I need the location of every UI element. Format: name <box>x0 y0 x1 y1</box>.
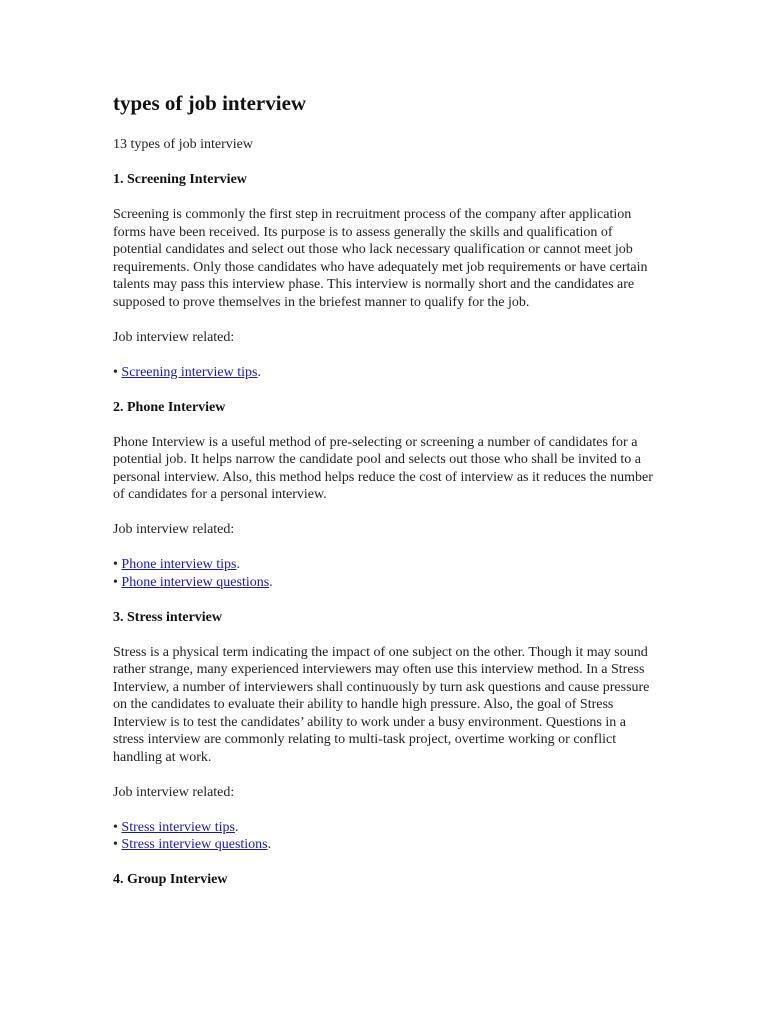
related-link-item <box>113 819 658 837</box>
bullet: • <box>113 557 118 572</box>
related-links <box>113 556 658 591</box>
link-suffix: . <box>267 837 272 852</box>
related-links <box>113 819 658 854</box>
document-page <box>113 88 658 906</box>
bullet: • <box>113 819 118 835</box>
bullet: • <box>113 574 118 590</box>
section-heading: 3. Stress interview <box>113 609 222 625</box>
section-heading: 2. Phone Interview <box>113 399 226 415</box>
section-body: Screening is commonly the first step in recruitment process of the company after application forms have been received. Its purpose is to assess generally the skills and qualification of potential candidates and select out those who lack necessary qualification or cannot meet job requirements. Only those candidates who have adequately met job requirements or have certain talents may pass this interview phase. This interview is normally short and the candidates are supposed to prove themselves in the briefest manner to qualify for the job. <box>113 207 648 310</box>
related-links <box>113 364 658 382</box>
related-link-item <box>113 556 658 574</box>
bullet: • <box>113 837 118 852</box>
link-suffix: . <box>234 819 239 835</box>
section-heading: 1. Screening Interview <box>113 172 247 187</box>
intro-text: 13 types of job interview <box>113 137 253 152</box>
bullet: • <box>113 364 118 380</box>
phone-interview-tips-link[interactable]: Phone interview tips <box>121 557 237 572</box>
related-label: Job interview related: <box>113 522 235 537</box>
related-label: Job interview related: <box>113 329 235 345</box>
section-body: Stress is a physical term indicating the impact of one subject on the other. Though it may sound rather strange, many experienced interviewers may often use this interview method. In a Stress Interview, a number of interviewers shall continuously by turn ask questions and cause pressure on the candidates to evaluate their ability to handle high pressure. Also, the goal of Stress Interview is to test the candidates’ ability to work under a busy environment. Questions in a stress interview are commonly relating to multi-task project, overtime working or conflict handling at work. <box>113 644 650 765</box>
page-title: types of job interview <box>113 91 307 115</box>
related-link-item <box>113 574 658 592</box>
stress-interview-questions-link[interactable]: Stress interview questions <box>121 837 268 852</box>
section-heading: 4. Group Interview <box>113 872 228 887</box>
link-suffix: . <box>236 557 241 572</box>
related-label: Job interview related: <box>113 784 235 800</box>
screening-interview-tips-link[interactable]: Screening interview tips <box>121 364 258 380</box>
related-link-item <box>113 364 658 382</box>
stress-interview-tips-link[interactable]: Stress interview tips <box>121 819 235 835</box>
section-body: Phone Interview is a useful method of pre-selecting or screening a number of candidates for a potential job. It helps narrow the candidate pool and selects out those who shall be invited to a personal interview. Also, this method helps reduce the cost of interview as it reduces the number of candidates for a personal interview. <box>113 434 653 502</box>
related-link-item <box>113 836 658 854</box>
link-suffix: . <box>269 574 273 590</box>
link-suffix: . <box>257 364 261 380</box>
phone-interview-questions-link[interactable]: Phone interview questions <box>121 574 270 590</box>
